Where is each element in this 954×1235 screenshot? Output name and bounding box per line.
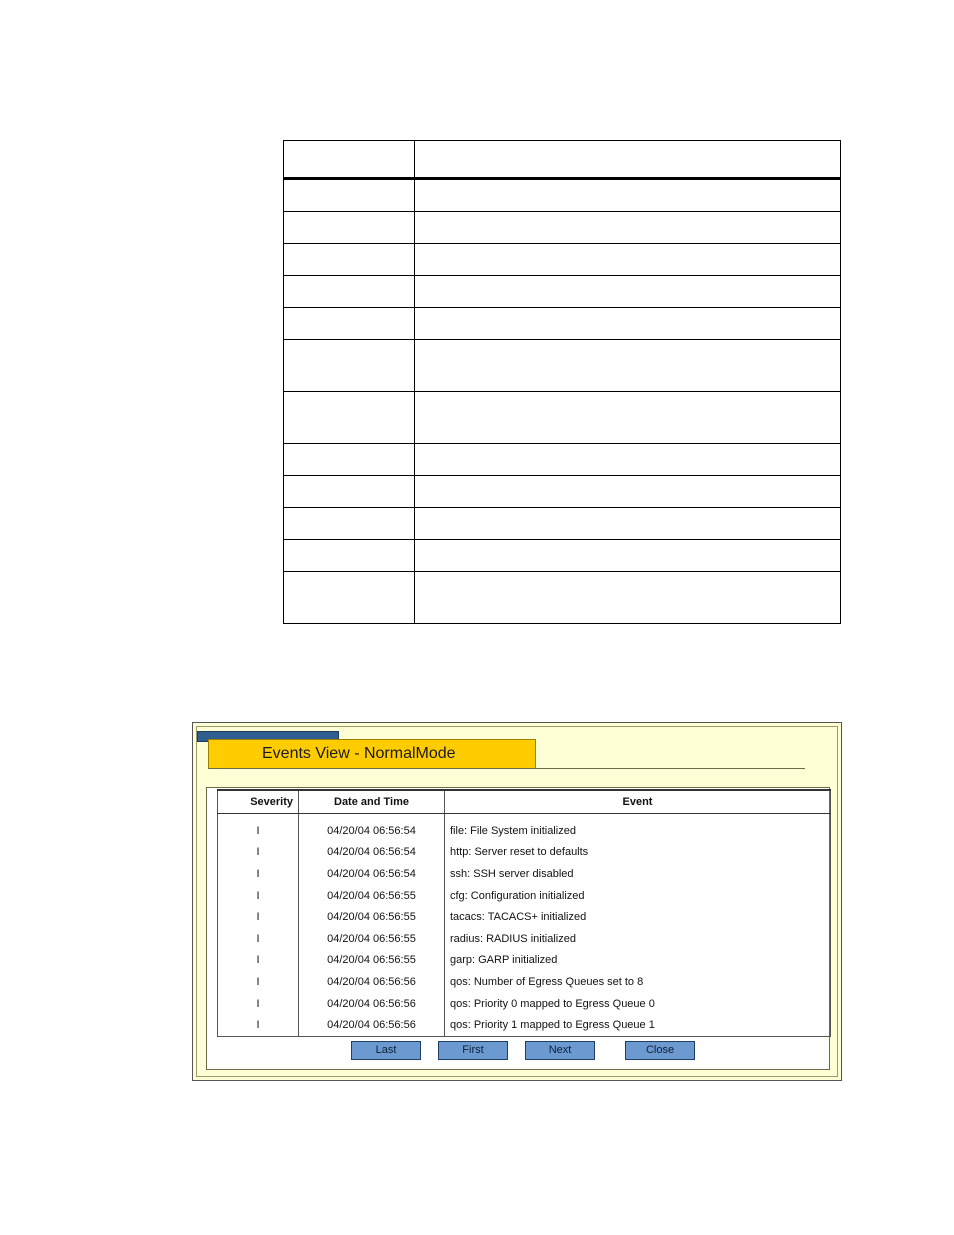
datetime-cell: 04/20/04 06:56:55 — [299, 885, 445, 907]
datetime-cell: 04/20/04 06:56:54 — [299, 814, 445, 842]
table-row[interactable] — [218, 950, 831, 972]
datetime-cell: 04/20/04 06:56:56 — [299, 971, 445, 993]
severity-cell: I — [218, 885, 299, 907]
event-cell: radius: RADIUS initialized — [445, 928, 831, 950]
table-row — [284, 212, 841, 244]
title-divider — [536, 768, 805, 769]
datetime-cell: 04/20/04 06:56:54 — [299, 863, 445, 885]
table-row[interactable] — [218, 885, 831, 907]
severity-cell: I — [218, 842, 299, 864]
events-view-window — [192, 722, 842, 1081]
table-row — [284, 340, 841, 392]
severity-cell: I — [218, 814, 299, 842]
severity-cell: I — [218, 1014, 299, 1036]
table-row[interactable] — [218, 971, 831, 993]
table-row[interactable] — [218, 814, 831, 842]
table-row[interactable] — [218, 842, 831, 864]
table-row — [284, 540, 841, 572]
table-row[interactable] — [218, 1014, 831, 1036]
events-panel — [206, 787, 830, 1070]
datetime-cell: 04/20/04 06:56:55 — [299, 906, 445, 928]
severity-cell: I — [218, 971, 299, 993]
event-cell: file: File System initialized — [445, 814, 831, 842]
table-row — [284, 392, 841, 444]
datetime-cell: 04/20/04 06:56:55 — [299, 950, 445, 972]
column-header-severity[interactable]: Severity — [218, 790, 299, 814]
table-row — [284, 572, 841, 624]
table-row[interactable] — [218, 928, 831, 950]
last-button[interactable]: Last — [351, 1041, 421, 1060]
severity-cell: I — [218, 928, 299, 950]
table-row — [284, 244, 841, 276]
datetime-cell: 04/20/04 06:56:56 — [299, 1014, 445, 1036]
table-row[interactable] — [218, 993, 831, 1015]
event-cell: tacacs: TACACS+ initialized — [445, 906, 831, 928]
table-header-row — [284, 141, 841, 179]
event-cell: garp: GARP initialized — [445, 950, 831, 972]
table-row — [284, 508, 841, 540]
next-button[interactable]: Next — [525, 1041, 595, 1060]
table-row[interactable] — [218, 863, 831, 885]
datetime-cell: 04/20/04 06:56:56 — [299, 993, 445, 1015]
severity-cell: I — [218, 906, 299, 928]
severity-cell: I — [218, 993, 299, 1015]
title-tab — [208, 739, 536, 769]
table-row — [284, 179, 841, 212]
event-cell: qos: Number of Egress Queues set to 8 — [445, 971, 831, 993]
first-button[interactable]: First — [438, 1041, 508, 1060]
datetime-cell: 04/20/04 06:56:55 — [299, 928, 445, 950]
column-header-date-time[interactable]: Date and Time — [299, 790, 445, 814]
close-button[interactable]: Close — [625, 1041, 695, 1060]
window-title: Events View - NormalMode — [262, 745, 456, 762]
event-cell: http: Server reset to defaults — [445, 842, 831, 864]
severity-cell: I — [218, 950, 299, 972]
events-table — [217, 789, 831, 1037]
datetime-cell: 04/20/04 06:56:54 — [299, 842, 445, 864]
table-row — [284, 476, 841, 508]
table-row[interactable] — [218, 906, 831, 928]
table-row — [284, 308, 841, 340]
table-row — [284, 276, 841, 308]
table-row — [284, 444, 841, 476]
severity-cell: I — [218, 863, 299, 885]
event-cell: cfg: Configuration initialized — [445, 885, 831, 907]
event-cell: qos: Priority 1 mapped to Egress Queue 1 — [445, 1014, 831, 1036]
events-header-row — [218, 790, 831, 814]
event-cell: qos: Priority 0 mapped to Egress Queue 0 — [445, 993, 831, 1015]
event-cell: ssh: SSH server disabled — [445, 863, 831, 885]
document-table — [283, 140, 841, 624]
column-header-event[interactable]: Event — [445, 790, 831, 814]
